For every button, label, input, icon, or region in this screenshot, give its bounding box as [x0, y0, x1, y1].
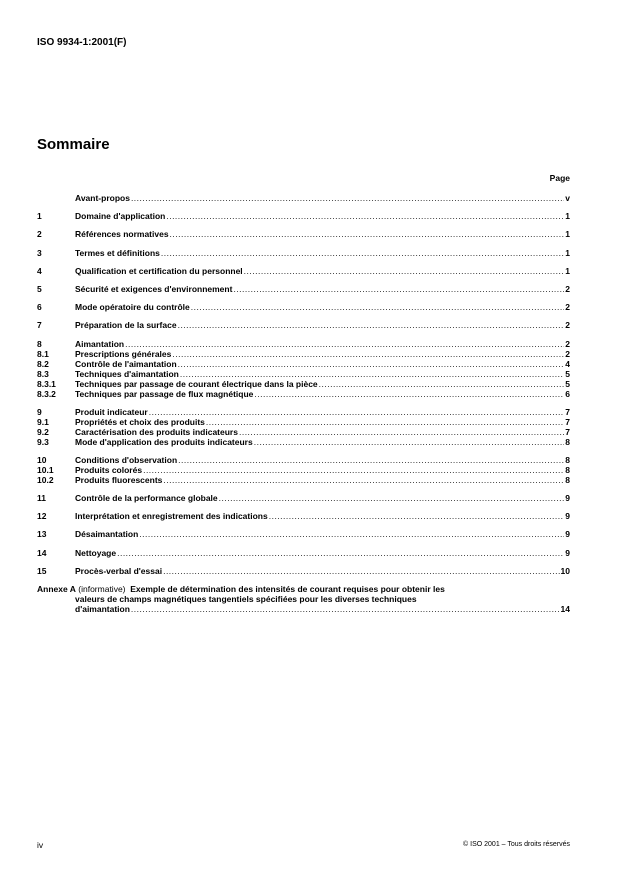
toc-spacer: [37, 294, 570, 302]
toc-entry-title: Techniques d'aimantation: [75, 368, 179, 379]
toc-entry-title: Domaine d'application: [75, 211, 166, 222]
toc-entry-title: Produits colorés: [75, 464, 143, 475]
toc-entry[interactable]: [37, 248, 570, 258]
table-of-contents: [37, 193, 570, 614]
dot-leader: [239, 427, 564, 437]
dot-leader: [143, 465, 564, 475]
dot-leader: [180, 369, 564, 379]
toc-entry-annex-a[interactable]: [37, 584, 570, 614]
toc-group: [37, 229, 570, 239]
toc-group: [37, 339, 570, 399]
toc-spacer: [37, 399, 570, 407]
toc-entry-number: 11: [37, 493, 46, 504]
toc-spacer: [37, 539, 570, 547]
toc-group: [37, 266, 570, 276]
toc-entry[interactable]: [37, 379, 570, 389]
dot-leader: [233, 284, 564, 294]
toc-entry-title: Nettoyage: [75, 547, 117, 558]
footer-copyright: © ISO 2001 – Tous droits réservés: [463, 841, 570, 848]
toc-entry-title: Mode d'application des produits indicateurs: [75, 436, 253, 447]
toc-entry-page: 2: [565, 338, 570, 349]
toc-group: [37, 193, 570, 203]
toc-entry[interactable]: [37, 566, 570, 576]
annex-qualifier: (informative): [78, 584, 126, 594]
toc-group: [37, 248, 570, 258]
toc-entry-number: 9: [37, 406, 42, 417]
annex-title-line-3: d'aimantation: [75, 604, 130, 614]
toc-entry-title: Qualification et certification du personnel: [75, 265, 243, 276]
toc-spacer: [37, 239, 570, 247]
toc-entry-page: 1: [565, 265, 570, 276]
toc-entry-page: 5: [565, 368, 570, 379]
toc-entry-page: v: [565, 193, 570, 203]
toc-group: [37, 284, 570, 294]
toc-entry-page: 7: [565, 416, 570, 427]
dot-leader: [149, 407, 565, 417]
toc-spacer: [37, 447, 570, 455]
dot-leader: [166, 211, 564, 221]
toc-spacer: [37, 276, 570, 284]
page-title: Sommaire: [37, 136, 110, 153]
toc-entry-number: 2: [37, 229, 42, 240]
toc-entry[interactable]: [37, 369, 570, 379]
toc-entry-page: 10: [560, 565, 570, 576]
dot-leader: [170, 229, 565, 239]
toc-entry[interactable]: [37, 493, 570, 503]
dot-leader: [163, 566, 559, 576]
toc-entry-page: 7: [565, 426, 570, 437]
document-id: ISO 9934-1:2001(F): [37, 37, 127, 48]
toc-entry-title: Produit indicateur: [75, 406, 148, 417]
toc-entry-number: 15: [37, 565, 47, 576]
toc-group: [37, 566, 570, 576]
annex-label: Annexe A: [37, 584, 76, 594]
toc-entry-title: Termes et définitions: [75, 247, 160, 258]
dot-leader: [191, 302, 565, 312]
toc-entry[interactable]: [37, 475, 570, 485]
toc-entry-page: 2: [565, 348, 570, 359]
toc-entry-title: Contrôle de la performance globale: [75, 493, 218, 504]
toc-entry-page: 8: [565, 436, 570, 447]
toc-entry-page: 8: [565, 454, 570, 465]
toc-entry-title: Préparation de la surface: [75, 320, 177, 331]
toc-entry-number: 8.1: [37, 348, 49, 359]
toc-entry-page: 7: [565, 406, 570, 417]
toc-entry-number: 8.3.1: [37, 378, 56, 389]
toc-entry[interactable]: [37, 407, 570, 417]
toc-entry-number: 8.2: [37, 358, 49, 369]
toc-entry[interactable]: [37, 529, 570, 539]
toc-spacer: [37, 521, 570, 529]
toc-entry-number: 10: [37, 454, 47, 465]
toc-entry-number: 14: [37, 547, 47, 558]
toc-entry-title: Contrôle de l'aimantation: [75, 358, 177, 369]
toc-spacer: [37, 258, 570, 266]
toc-entry-title: Interprétation et enregistrement des indications: [75, 511, 268, 522]
toc-entry-page: 9: [565, 529, 570, 540]
toc-entry-title: Conditions d'observation: [75, 454, 178, 465]
toc-entry-number: 8: [37, 338, 42, 349]
toc-entry[interactable]: [37, 211, 570, 221]
dot-leader: [131, 193, 564, 203]
toc-entry-title: Avant-propos: [75, 193, 130, 203]
toc-entry-page: 8: [565, 474, 570, 485]
toc-entry[interactable]: [37, 465, 570, 475]
toc-entry[interactable]: [37, 339, 570, 349]
dot-leader: [269, 511, 565, 521]
toc-entry-title: Mode opératoire du contrôle: [75, 302, 190, 313]
toc-entry[interactable]: [37, 266, 570, 276]
toc-entry-title: Produits fluorescents: [75, 474, 163, 485]
toc-group: [37, 211, 570, 221]
toc-entry[interactable]: [37, 511, 570, 521]
toc-entry[interactable]: [37, 455, 570, 465]
toc-entry-number: 9.1: [37, 416, 49, 427]
toc-entry-page: 1: [565, 247, 570, 258]
toc-entry[interactable]: [37, 284, 570, 294]
toc-entry-number: 4: [37, 265, 42, 276]
toc-group: [37, 511, 570, 521]
toc-entry-title: Techniques par passage de flux magnétique: [75, 388, 254, 399]
dot-leader: [117, 548, 564, 558]
dot-leader: [161, 248, 564, 258]
toc-entry-page: 1: [565, 211, 570, 222]
toc-entry-page: 2: [565, 320, 570, 331]
toc-entry[interactable]: [37, 389, 570, 399]
dot-leader: [163, 475, 564, 485]
toc-group: [37, 302, 570, 312]
toc-group: [37, 529, 570, 539]
toc-entry-number: 13: [37, 529, 47, 540]
toc-entry-number: 3: [37, 247, 42, 258]
dot-leader: [244, 266, 565, 276]
page-column-label: Page: [549, 173, 570, 183]
toc-entry-page: 5: [565, 378, 570, 389]
toc-entry-number: 8.3.2: [37, 388, 56, 399]
dot-leader: [131, 604, 560, 614]
toc-entry[interactable]: [37, 437, 570, 447]
annex-page-number: 14: [560, 604, 570, 614]
toc-entry-title: Aimantation: [75, 338, 125, 349]
toc-entry-title: Prescriptions générales: [75, 348, 172, 359]
toc-entry[interactable]: [37, 417, 570, 427]
toc-entry-page: 1: [565, 229, 570, 240]
toc-entry[interactable]: [37, 193, 570, 203]
toc-spacer: [37, 576, 570, 584]
toc-entry-number: 9.3: [37, 436, 49, 447]
toc-spacer: [37, 503, 570, 511]
annex-title-line-2: valeurs de champs magnétiques tangentiels spécifiées pour les diverses techniques: [75, 594, 417, 604]
toc-entry-title: Références normatives: [75, 229, 169, 240]
toc-entry-page: 6: [565, 388, 570, 399]
toc-entry-title: Propriétés et choix des produits: [75, 416, 205, 427]
toc-entry-title: Sécurité et exigences d'environnement: [75, 283, 233, 294]
toc-entry-page: 9: [565, 511, 570, 522]
toc-entry-number: 10.2: [37, 474, 54, 485]
dot-leader: [172, 349, 564, 359]
toc-entry[interactable]: [37, 359, 570, 369]
toc-entry-title: Désaimantation: [75, 529, 139, 540]
toc-entry-number: 5: [37, 283, 42, 294]
toc-entry[interactable]: [37, 349, 570, 359]
toc-entry[interactable]: [37, 302, 570, 312]
toc-entry-title: Procès-verbal d'essai: [75, 565, 163, 576]
toc-entry-page: 2: [565, 283, 570, 294]
toc-entry-number: 6: [37, 302, 42, 313]
toc-group: [37, 320, 570, 330]
dot-leader: [219, 493, 565, 503]
toc-entry-number: 1: [37, 211, 42, 222]
toc-spacer: [37, 312, 570, 320]
toc-entry-title: Techniques par passage de courant électrique dans la pièce: [75, 378, 318, 389]
toc-group: [37, 455, 570, 485]
toc-entry-number: 9.2: [37, 426, 49, 437]
dot-leader: [319, 379, 565, 389]
dot-leader: [178, 320, 565, 330]
toc-entry-page: 8: [565, 464, 570, 475]
dot-leader: [254, 437, 565, 447]
toc-entry-page: 4: [565, 358, 570, 369]
toc-entry[interactable]: [37, 427, 570, 437]
toc-group: [37, 407, 570, 447]
dot-leader: [178, 359, 565, 369]
dot-leader: [139, 529, 564, 539]
footer-page-number: iv: [37, 840, 44, 850]
toc-entry-title: Caractérisation des produits indicateurs: [75, 426, 238, 437]
toc-spacer: [37, 221, 570, 229]
dot-leader: [178, 455, 564, 465]
toc-spacer: [37, 203, 570, 211]
toc-entry-number: 10.1: [37, 464, 54, 475]
toc-entry-page: 9: [565, 493, 570, 504]
toc-entry-number: 12: [37, 511, 47, 522]
toc-group: [37, 548, 570, 558]
toc-entry[interactable]: [37, 229, 570, 239]
toc-entry-page: 2: [565, 302, 570, 313]
toc-entry-number: 8.3: [37, 368, 49, 379]
dot-leader: [125, 339, 564, 349]
toc-entry[interactable]: [37, 548, 570, 558]
toc-spacer: [37, 330, 570, 338]
toc-entry-page: 9: [565, 547, 570, 558]
annex-title-line-1: Exemple de détermination des intensités de courant requises pour obtenir les: [130, 584, 445, 594]
toc-spacer: [37, 558, 570, 566]
toc-group: [37, 493, 570, 503]
toc-entry-number: 7: [37, 320, 42, 331]
dot-leader: [206, 417, 564, 427]
dot-leader: [254, 389, 564, 399]
toc-entry[interactable]: [37, 320, 570, 330]
toc-spacer: [37, 485, 570, 493]
